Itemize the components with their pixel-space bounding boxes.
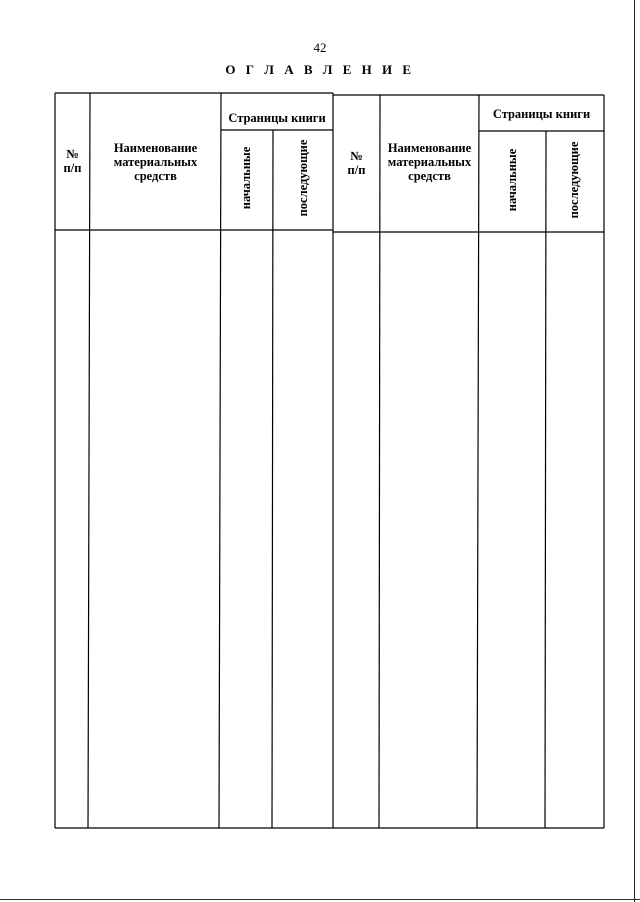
- header-pages-group-left: Страницы книги: [228, 111, 326, 125]
- header-number-right: № п/п: [347, 149, 366, 177]
- header-number-left: № п/п: [63, 147, 82, 175]
- header-pages-first-left: начальные: [239, 146, 253, 210]
- grid-line-v7: [477, 95, 479, 828]
- page-number: 42: [313, 40, 327, 55]
- header-name-left: Наименование материальных средств: [113, 141, 198, 183]
- header-pages-group-right: Страницы книги: [492, 107, 591, 121]
- grid-line-v6: [379, 95, 380, 828]
- grid-line-v4: [272, 130, 273, 828]
- page-title: О Г Л А В Л Е Н И Е: [225, 62, 415, 77]
- header-pages-next-right: последующие: [567, 141, 581, 219]
- grid-line-v3: [219, 93, 221, 828]
- grid-line-v8: [545, 131, 546, 828]
- header-name-right: Наименование материальных средств: [387, 141, 472, 183]
- header-pages-next-left: последующие: [296, 139, 310, 217]
- header-pages-first-right: начальные: [505, 148, 519, 212]
- grid-line-v2: [88, 93, 90, 828]
